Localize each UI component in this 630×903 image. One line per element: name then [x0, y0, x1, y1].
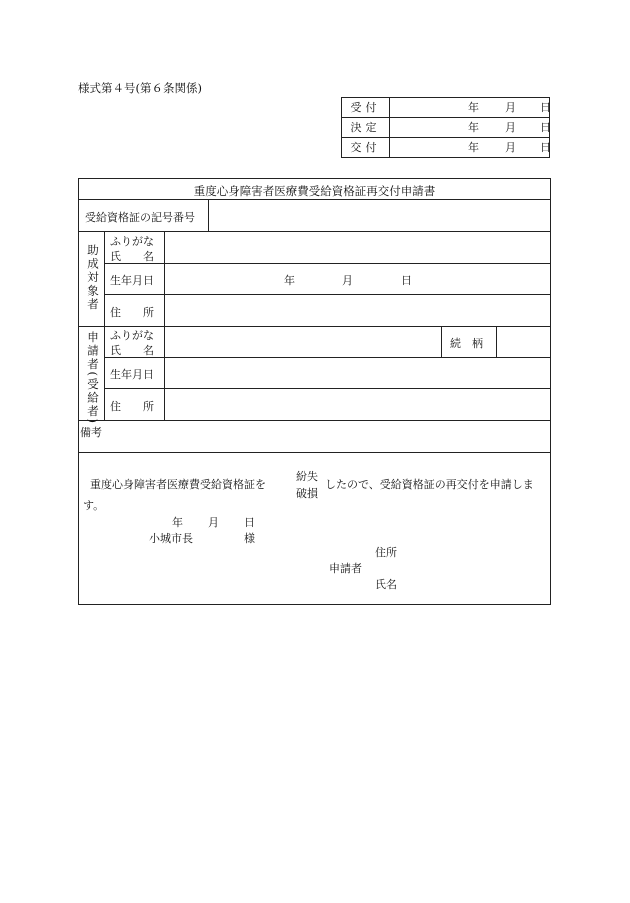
applicant-name-label: 氏 名: [110, 344, 154, 357]
received-year: 年: [468, 101, 479, 114]
application-day: 日: [244, 516, 255, 529]
application-year: 年: [172, 516, 183, 529]
applicant-address-field[interactable]: [166, 390, 548, 418]
subject-birth-month: 月: [342, 274, 353, 287]
form-number: 様式第４号(第６条関係): [78, 81, 202, 95]
applicant-name-field[interactable]: [166, 328, 439, 355]
rule: [104, 388, 550, 389]
applicant-section-label: 申請者(受給者): [86, 331, 100, 425]
cert-number-label: 受給資格証の記号番号: [85, 211, 195, 224]
form-title: 重度心身障害者医療費受給資格証再交付申請書: [193, 184, 436, 198]
applicant-address-label: 住 所: [110, 400, 154, 413]
rule: [79, 452, 550, 453]
issued-day: 日: [540, 141, 551, 154]
remarks-label: 備考: [80, 426, 102, 439]
subject-birth-day: 日: [401, 274, 412, 287]
issued-month: 月: [505, 141, 516, 154]
subject-name-label: 氏 名: [110, 250, 154, 263]
office-label-decided: 決定: [342, 118, 390, 137]
office-row-decided: [342, 118, 549, 138]
relationship-label: 続 柄: [450, 337, 483, 350]
decided-year: 年: [468, 121, 479, 134]
office-row-issued: [342, 138, 549, 158]
rule: [104, 294, 550, 295]
subject-birthdate-label: 生年月日: [110, 274, 154, 287]
subject-address-field[interactable]: [166, 296, 548, 324]
rule: [208, 199, 209, 231]
office-label-received: 受付: [342, 98, 390, 117]
applicant-address-sig-label: 住所: [375, 546, 397, 559]
statement-part2: したので、受給資格証の再交付を申請しま: [325, 478, 534, 491]
application-month: 月: [208, 516, 219, 529]
rule: [79, 420, 550, 421]
applicant-name-sig-label: 氏名: [375, 578, 397, 591]
cert-number-field[interactable]: [210, 201, 548, 229]
statement-part3: す。: [83, 499, 105, 512]
applicant-birthdate-field[interactable]: [166, 359, 548, 386]
choice-lost[interactable]: 紛失: [296, 470, 318, 483]
issued-year: 年: [468, 141, 479, 154]
applicant-birthdate-label: 生年月日: [110, 368, 154, 381]
rule: [104, 357, 550, 358]
office-stamp-table: [341, 97, 550, 158]
addressee: 小城市長: [149, 532, 193, 545]
statement-part1: 重度心身障害者医療費受給資格証を: [90, 478, 266, 491]
rule: [104, 231, 105, 420]
subject-furigana-label: ふりがな: [110, 235, 154, 248]
office-row-received: [342, 98, 549, 118]
office-label-issued: 交付: [342, 138, 390, 158]
rule: [79, 231, 550, 232]
applicant-sig-label: 申請者: [329, 562, 362, 575]
applicant-furigana-label: ふりがな: [110, 329, 154, 342]
rule: [164, 231, 165, 420]
subject-section-label: 助成対象者: [86, 244, 100, 312]
decided-month: 月: [505, 121, 516, 134]
rule: [104, 263, 550, 264]
remarks-field[interactable]: [109, 422, 548, 450]
rule: [441, 326, 442, 357]
relationship-field[interactable]: [498, 328, 548, 355]
honorific: 様: [244, 532, 255, 545]
application-form: [78, 178, 551, 605]
subject-address-label: 住 所: [110, 306, 154, 319]
subject-name-field[interactable]: [166, 233, 548, 261]
decided-day: 日: [540, 121, 551, 134]
received-month: 月: [505, 101, 516, 114]
rule: [496, 326, 497, 357]
rule: [79, 199, 550, 200]
choice-damaged[interactable]: 破損: [296, 487, 318, 500]
subject-birth-year: 年: [284, 274, 295, 287]
received-day: 日: [540, 101, 551, 114]
